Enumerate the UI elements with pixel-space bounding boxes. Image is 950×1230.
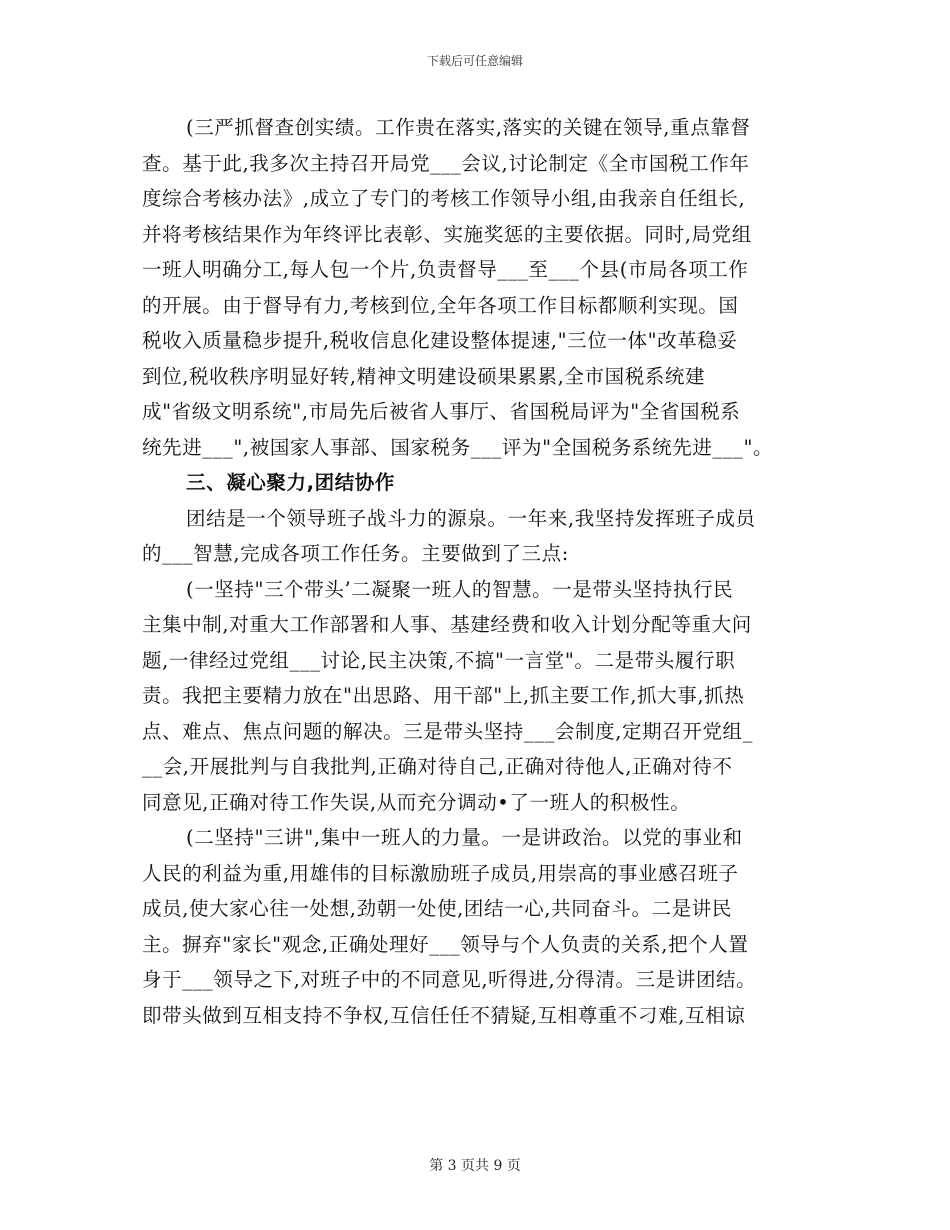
document-body [142, 110, 810, 1033]
paragraph-line: 的开展。由于督导有力,考核到位,全年各项工作目标都顺利实现。国 [142, 293, 739, 317]
paragraph-line: 到位,税收秩序明显好转,精神文明建设硕果累累,全市国税系统建 [142, 364, 706, 388]
paragraph-line: 的___智慧,完成各项工作任务。主要做到了三点: [142, 542, 569, 565]
paragraph-line: (一坚持"三个带头’二凝聚一班人的智慧。一是带头坚持执行民 [186, 577, 734, 601]
paragraph-line: 责。我把主要精力放在"出思路、用干部"上,抓主要工作,抓大事,抓热 [142, 684, 745, 707]
paragraph-line: 团结是一个领导班子战斗力的源泉。一年来,我坚持发挥班子成员 [186, 506, 756, 530]
paragraph-line: 度综合考核办法》,成立了专门的考核工作领导小组,由我亲自任组长, [142, 187, 746, 210]
paragraph-line: __会,开展批判与自我批判,正确对待自己,正确对待他人,正确对待不 [142, 755, 733, 778]
paragraph-line: 主集中制,对重大工作部署和人事、基建经费和收入计划分配等重大问 [142, 613, 752, 636]
paragraph-line: 税收入质量稳步提升,税收信息化建设整体提速,"三位一体"改革稳妥 [142, 329, 738, 352]
paragraph-line: (二坚持"三讲",集中一班人的力量。一是讲政治。以党的事业和 [186, 826, 743, 849]
paragraph-line: 并将考核结果作为年终评比表彰、实施奖惩的主要依据。同时,局党组 [142, 222, 752, 246]
paragraph-line: 身于___领导之下,对班子中的不同意见,听得进,分得清。三是讲团结。 [142, 968, 757, 991]
paragraph-line: 即带头做到互相支持不争权,互信任任不猜疑,互相尊重不刁难,互相谅 [142, 1003, 746, 1027]
paragraph-line: 人民的利益为重,用雄伟的目标激励班子成员,用崇高的事业感召班子 [142, 861, 739, 885]
paragraph-line: 题,一律经过党组___讨论,民主决策,不搞"一言堂"。二是带头履行职 [142, 648, 736, 672]
paragraph-line: 成"省级文明系统",市局先后被省人事厅、省国税局评为"全省国税系 [142, 400, 741, 423]
page-header-note: 下载后可任意编辑 [426, 54, 523, 68]
section-heading: 三、凝心聚力,团结协作 [186, 471, 396, 494]
paragraph-line: 一班人明确分工,每人包一个片,负责督导___至___个县(市局各项工作 [142, 258, 749, 281]
page-number: 第 3 页共 9 页 [429, 1158, 521, 1174]
paragraph-line: 主。摒弃"家长"观念,正确处理好___领导与个人负责的关系,把个人置 [142, 932, 749, 956]
paragraph-line: (三严抓督查创实绩。工作贵在落实,落实的关键在领导,重点靠督 [186, 116, 751, 139]
paragraph-line: 点、难点、焦点问题的解决。三是带头坚持___会制度,定期召开党组_ [142, 719, 753, 743]
paragraph-line: 成员,使大家心往一处想,劲朝一处使,团结一心,共同奋斗。二是讲民 [142, 897, 732, 920]
paragraph-line: 同意见,正确对待工作失误,从而充分调动•了一班人的积极性。 [142, 790, 691, 814]
paragraph-line: 统先进___",被国家人事部、国家税务___评为"全国税务系统先进___"。 [142, 435, 774, 459]
paragraph-line: 查。基于此,我多次主持召开局党___会议,讨论制定《全市国税工作年 [142, 151, 750, 175]
